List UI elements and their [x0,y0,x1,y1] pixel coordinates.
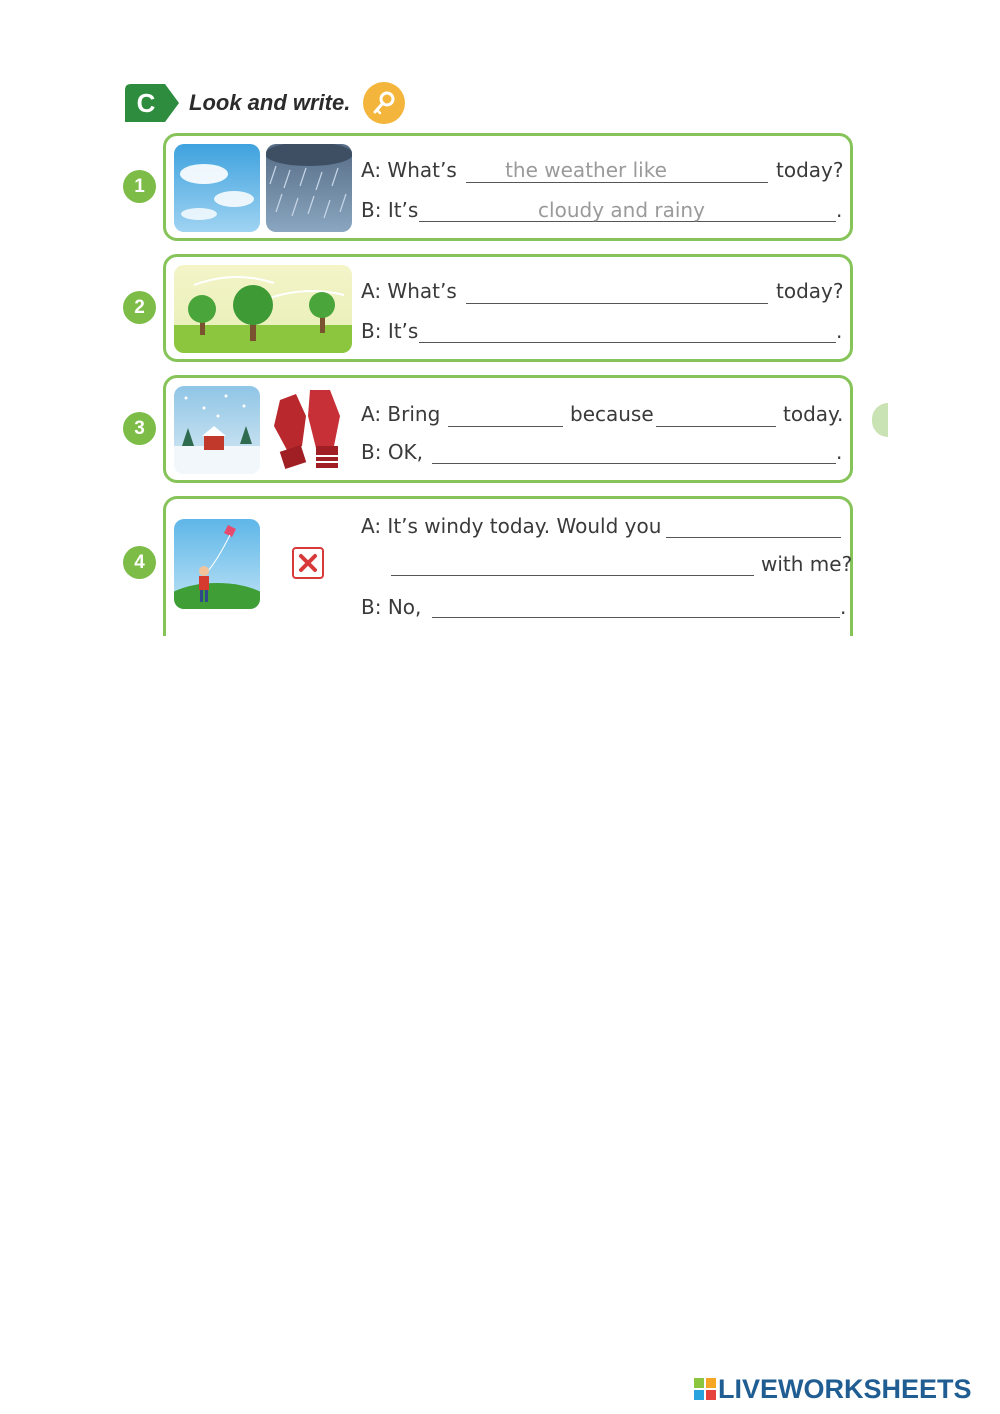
line-a-suffix: today? [776,279,844,303]
line-b-prefix: B: It’s [361,198,419,222]
cross-icon [292,547,324,579]
answer-blank-4a[interactable] [666,537,841,538]
line-a2-suffix: with me? [761,552,853,576]
windy-trees-image [174,265,352,353]
item-number-2: 2 [123,291,156,324]
answer-blank-2b[interactable] [419,342,836,343]
line-b-prefix: B: It’s [361,319,419,343]
boy-flying-kite-image [174,519,260,609]
gloves-image [266,386,352,474]
line-a-prefix: A: What’s [361,279,457,303]
line-b-suffix: . [836,198,843,222]
line-a-prefix: A: Bring [361,402,441,426]
exercise-title: Look and write. [189,90,351,115]
answer-text-1b: cloudy and rainy [538,198,705,222]
item-card-2 [163,254,853,362]
answer-blank-4c[interactable] [432,617,840,618]
badge-letter: C [136,88,156,118]
answer-blank-2a[interactable] [466,303,768,304]
item-card-1 [163,133,853,241]
line-b-suffix: . [840,595,847,619]
line-b-prefix: B: No, [361,595,422,619]
rain-image [266,144,352,232]
edge-decoration [872,403,888,437]
item-card-4 [163,496,853,636]
line-a-prefix: A: What’s [361,158,457,182]
line-a-prefix: A: It’s windy today. Would you [361,514,662,538]
line-b-prefix: B: OK, [361,440,424,464]
cloudy-sky-image [174,144,260,232]
item-card-3 [163,375,853,483]
line-b-suffix: . [836,440,843,464]
line-a-middle: because [570,402,654,426]
liveworksheets-logo-icon [694,1378,716,1400]
footer-brand [694,1374,990,1404]
answer-blank-3a[interactable] [448,426,563,427]
brand-name: LIVEWORKSHEETS [718,1374,972,1404]
exercise-header [125,82,425,124]
item-number-3: 3 [123,412,156,445]
snowy-village-image [174,386,260,474]
answer-blank-4b[interactable] [391,575,754,576]
item-number-1: 1 [123,170,156,203]
answer-blank-3c[interactable] [432,463,836,464]
line-a-suffix: today. [783,402,844,426]
line-b-suffix: . [836,319,843,343]
answer-text-1a: the weather like [505,158,667,182]
item-number-4: 4 [123,546,156,579]
line-a-suffix: today? [776,158,844,182]
answer-blank-1a[interactable] [466,182,768,183]
answer-blank-3b[interactable] [656,426,776,427]
section-badge [125,84,179,122]
key-icon [363,82,405,124]
